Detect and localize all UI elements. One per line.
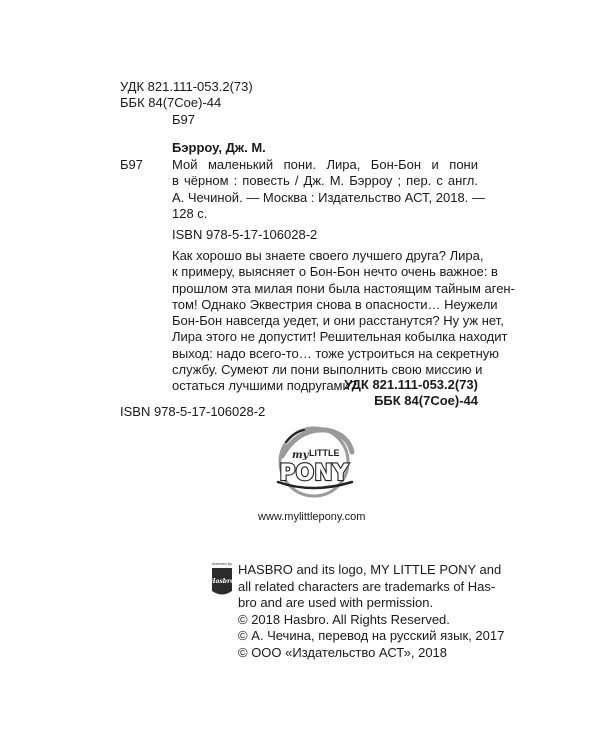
footer-udk: УДК 821.111-053.2(73) [344,377,478,392]
annotation-line: Как хорошо вы знаете своего лучшего друга? Лира, [172,248,484,263]
annotation-line: выход: надо всего-то… тоже устроиться на секретную [172,345,500,361]
my-little-pony-logo-icon [268,412,360,504]
legal-line: all related characters are trademarks of Has- [238,578,496,594]
annotation [172,248,515,395]
header-udk: УДК 821.111-053.2(73) [120,79,253,94]
annotation-line: к примеру, выясняет о Бон-Бон нечто очень важное: в [172,264,498,280]
footer-bbk: ББК 84(7Сое)-44 [374,393,478,408]
header-bbk: ББК 84(7Сое)-44 [120,95,222,110]
badge-brand-text: Hasbro [210,578,234,585]
author-name: Бэрроу, Дж. М. [172,140,266,155]
annotation-line: Лира этого не допустит! Решительная кобылка находит [172,329,508,345]
description-line: Мой маленький пони. Лира, Бон-Бон и пони [172,157,478,172]
description-line: А. Чечиной. — Москва : Издательство АСТ, 2018. — [172,189,485,205]
annotation-line: том! Однако Эквестрия снова в опасности… Неужели [172,296,498,312]
isbn-bottom: ISBN 978-5-17-106028-2 [120,404,266,419]
legal-line: © ООО «Издательство АСТ», 2018 [238,644,448,660]
entry-isbn: ISBN 978-5-17-106028-2 [172,227,318,242]
annotation-line: Бон-Бон навсегда уедет, и они расстанутся? Ну уж нет, [172,313,504,329]
entry-description [172,157,485,222]
logo-text-pony: PONY [279,461,349,486]
annotation-line: службу. Сумеют ли пони выполнить свою миссию и [172,362,483,378]
legal-line: bro and are used with permission. [238,595,434,611]
logo-text-little: LITTLE [309,448,340,458]
hasbro-badge-icon [210,559,234,599]
annotation-line: остаться лучшими подругами? [172,378,357,394]
badge-top-text: licensed by [211,561,233,566]
legal-line: HASBRO and its logo, MY LITTLE PONY and [238,562,502,577]
header-code: Б97 [172,112,195,127]
legal-line: © 2018 Hasbro. All Rights Reserved. [238,611,450,627]
description-line: 128 с. [172,205,208,221]
legal-block [238,562,505,662]
description-line: в чёрном : повесть / Дж. М. Бэрроу ; пер. с англ. [172,173,478,189]
annotation-line: прошлом эта милая пони была настоящим тайным аген- [172,280,515,296]
website-url[interactable]: www.mylittlepony.com [258,511,366,523]
legal-line: © А. Чечина, перевод на русский язык, 2017 [238,628,505,644]
logo-text-my: my [292,450,309,461]
entry-code: Б97 [120,157,143,172]
